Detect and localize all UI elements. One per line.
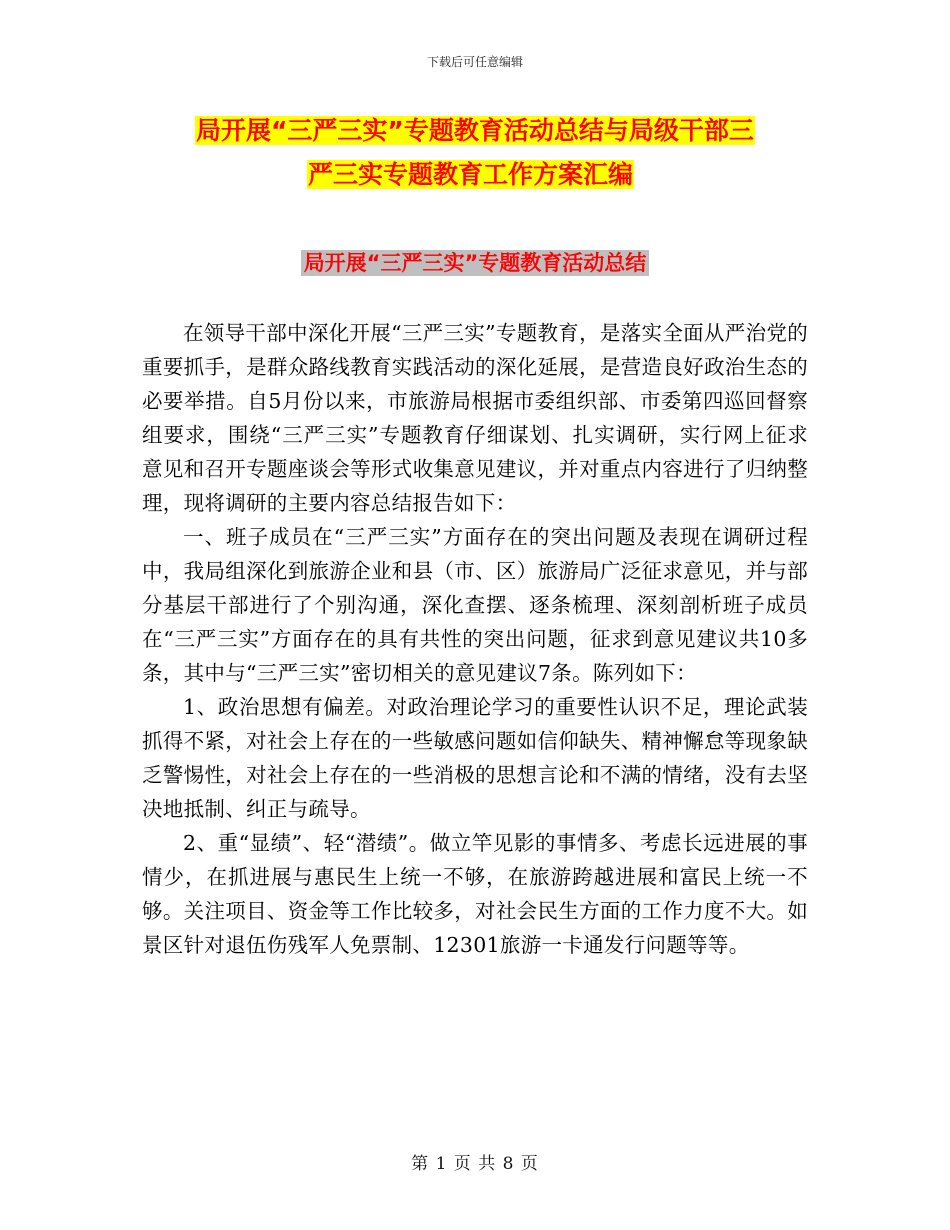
document-title-line-1 [195, 110, 755, 152]
paragraph-intro: 在领导干部中深化开展“三严三实”专题教育，是落实全面从严治党的重要抓手，是群众路线教育实践活动的深化延展，是营造良好政治生态的必要举措。自5月份以来，市旅游局根据市委组织部、市委第四巡回督察组要求，围绕“三严三实”专题教育仔细谋划、扎实调研，实行网上征求意见和召开专题座谈会等形式收集意见建议，并对重点内容进行了归纳整理，现将调研的主要内容总结报告如下： [142, 321, 808, 515]
section-title [0, 246, 950, 280]
paragraph-item-1: 1、政治思想有偏差。对政治理论学习的重要性认识不足，理论武装抓得不紧，对社会上存在的一些敏感问题如信仰缺失、精神懈怠等现象缺乏警惕性，对社会上存在的一些消极的思想言论和不满的情绪，没有去坚决地抵制、纠正与疏导。 [142, 695, 808, 821]
paragraph-item-2: 2、重“显绩”、轻“潜绩”。做立竿见影的事情多、考虑长远进展的事情少，在抓进展与惠民生上统一不够，在旅游跨越进展和富民上统一不够。关注项目、资金等工作比较多，对社会民生方面的工作力度不大。如景区针对退伍伤残军人免票制、12301旅游一卡通发行问题等等。 [142, 831, 808, 957]
paragraph-section-one: 一、班子成员在“三严三实”方面存在的突出问题及表现在调研过程中，我局组深化到旅游企业和县（市、区）旅游局广泛征求意见，并与部分基层干部进行了个别沟通，深化查摆、逐条梳理、深刻剖析班子成员在“三严三实”方面存在的具有共性的突出问题，征求到意见建议共10多条，其中与“三严三实”密切相关的意见建议7条。陈列如下： [142, 525, 808, 685]
document-title-line-1-text: 局开展“三严三实”专题教育活动总结与局级干部三 [196, 116, 754, 145]
section-title-text: 局开展“三严三实”专题教育活动总结 [301, 250, 650, 276]
document-body [142, 316, 808, 962]
page-footer: 第 1 页 共 8 页 [411, 1154, 539, 1174]
document-title-line-2 [307, 154, 634, 196]
page-header-note: 下载后可任意编辑 [426, 55, 523, 69]
document-title-line-2-text: 严三实专题教育工作方案汇编 [308, 160, 634, 189]
